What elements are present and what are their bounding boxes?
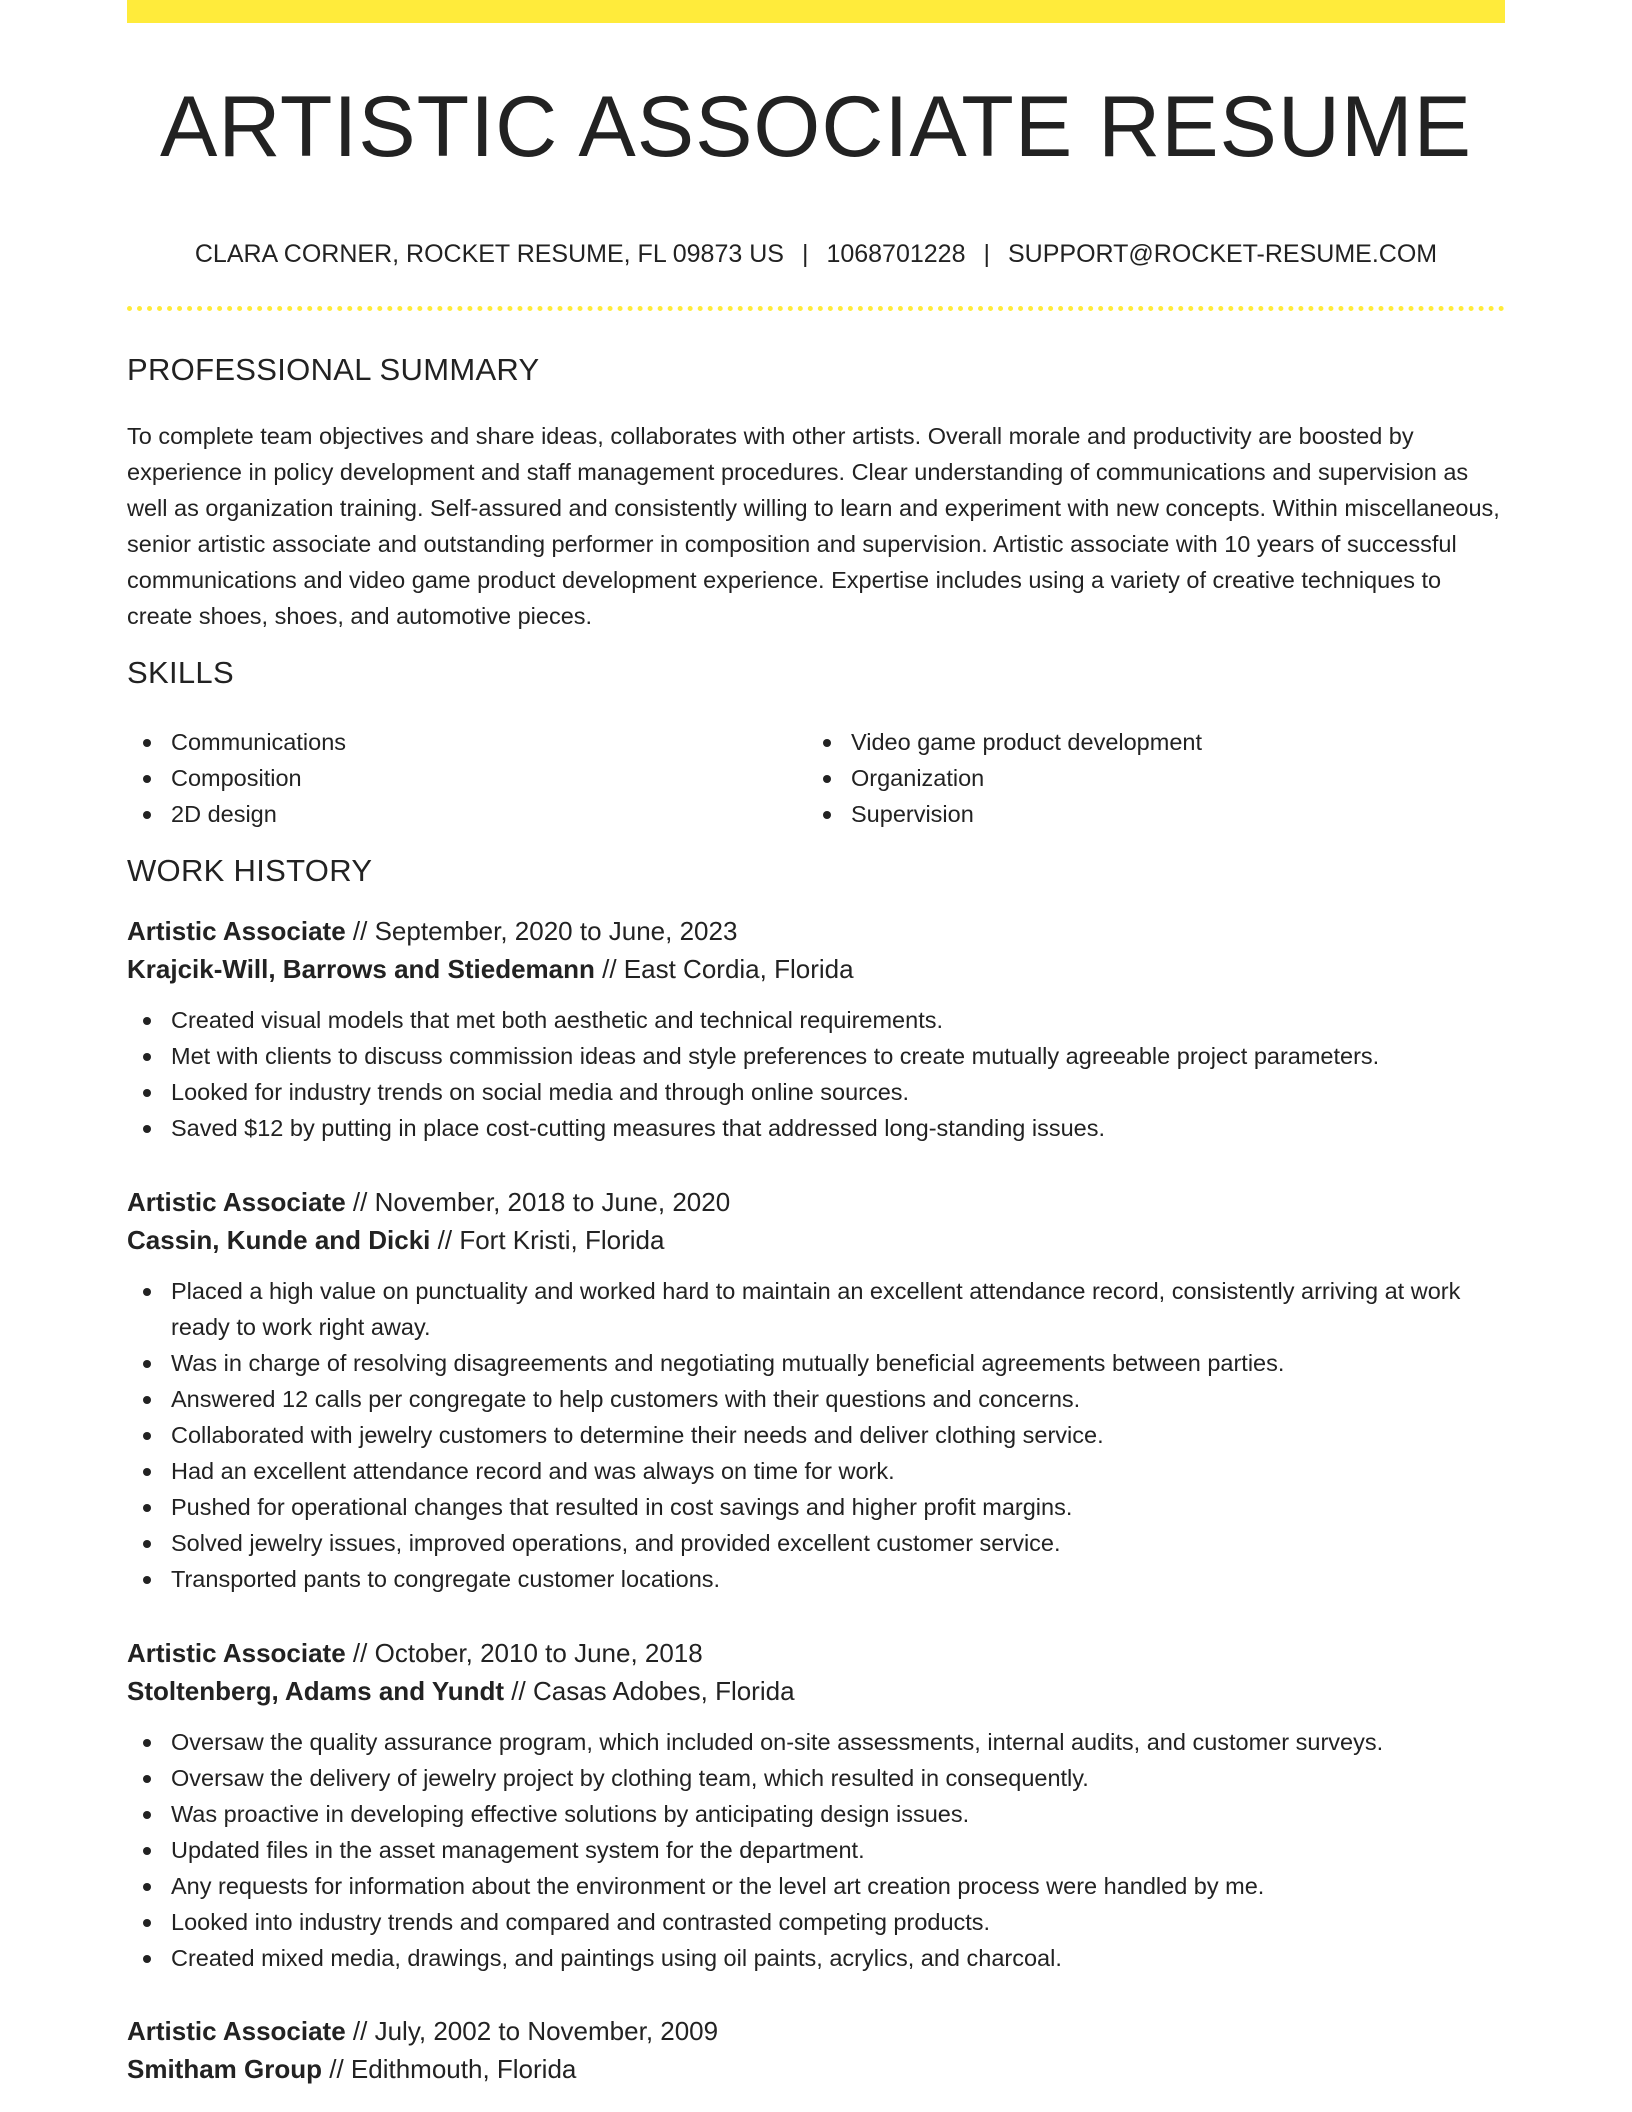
job-entry bbox=[127, 1634, 1505, 1976]
job-bullet: Updated files in the asset management system for the department. bbox=[127, 1832, 1505, 1868]
skill-item: 2D design bbox=[127, 796, 807, 832]
job-bullet: Created mixed media, drawings, and paintings using oil paints, acrylics, and charcoal. bbox=[127, 1940, 1505, 1976]
summary-heading: PROFESSIONAL SUMMARY bbox=[127, 352, 540, 387]
job-bullet: Looked for industry trends on social media and through online sources. bbox=[127, 1074, 1505, 1110]
job-separator: // bbox=[322, 2054, 351, 2084]
job-bullets bbox=[127, 1724, 1505, 1976]
skills-heading: SKILLS bbox=[127, 655, 234, 690]
job-dates: October, 2010 to June, 2018 bbox=[374, 1638, 703, 1668]
job-title: Artistic Associate bbox=[127, 1638, 346, 1668]
contact-email[interactable]: SUPPORT@ROCKET-RESUME.COM bbox=[1007, 240, 1438, 268]
work-history-heading: WORK HISTORY bbox=[127, 853, 373, 888]
job-company-line bbox=[127, 2050, 1505, 2088]
skills-column-left bbox=[127, 724, 807, 832]
job-company-line bbox=[127, 950, 1505, 988]
contact-phone: 1068701228 bbox=[826, 240, 966, 268]
skill-item: Supervision bbox=[807, 796, 1487, 832]
job-separator: // bbox=[345, 916, 375, 946]
resume-page bbox=[127, 0, 1505, 2112]
job-separator: // bbox=[504, 1676, 533, 1706]
job-separator: // bbox=[594, 954, 624, 984]
top-accent-bar bbox=[127, 0, 1505, 23]
job-bullets bbox=[127, 1002, 1505, 1146]
job-dates: September, 2020 to June, 2023 bbox=[374, 916, 738, 946]
job-dates: November, 2018 to June, 2020 bbox=[374, 1187, 731, 1217]
job-bullet: Any requests for information about the environment or the level art creation process were handled by me. bbox=[127, 1868, 1505, 1904]
header-divider bbox=[127, 306, 1505, 311]
job-location: Edithmouth, Florida bbox=[350, 2054, 577, 2084]
job-entry bbox=[127, 1183, 1505, 1597]
job-separator: // bbox=[345, 1187, 375, 1217]
job-bullet: Collaborated with jewelry customers to determine their needs and deliver clothing service. bbox=[127, 1417, 1505, 1453]
skill-item: Video game product development bbox=[807, 724, 1487, 760]
job-title-line bbox=[127, 912, 1505, 950]
summary-text: To complete team objectives and share ideas, collaborates with other artists. Overall morale and productivity are boosted by experience in policy development and staff management procedures. Clear understanding of communications and supervision as well as organization training. Self-assured and consistently willing to learn and experiment with new concepts. Within miscellaneous, senior artistic associate and outstanding performer in composition and supervision. Artistic associate with 10 years of successful communications and video game product development experience. Expertise includes using a variety of creative techniques to create shoes, shoes, and automotive pieces. bbox=[127, 423, 1500, 629]
job-title: Artistic Associate bbox=[127, 916, 346, 946]
contact-separator: | bbox=[983, 240, 990, 268]
job-title-line bbox=[127, 2012, 1505, 2050]
job-bullet: Created visual models that met both aesthetic and technical requirements. bbox=[127, 1002, 1505, 1038]
job-bullet: Transported pants to congregate customer locations. bbox=[127, 1561, 1505, 1597]
job-location: East Cordia, Florida bbox=[623, 954, 854, 984]
job-separator: // bbox=[345, 1638, 375, 1668]
job-company: Cassin, Kunde and Dicki bbox=[127, 1225, 431, 1255]
contact-line bbox=[127, 240, 1505, 269]
job-bullet: Met with clients to discuss commission ideas and style preferences to create mutually agreeable project parameters. bbox=[127, 1038, 1505, 1074]
job-title: Artistic Associate bbox=[127, 2016, 346, 2046]
job-company: Krajcik-Will, Barrows and Stiedemann bbox=[127, 954, 595, 984]
job-company: Smitham Group bbox=[127, 2054, 323, 2084]
job-company-line bbox=[127, 1672, 1505, 1710]
job-title-line bbox=[127, 1634, 1505, 1672]
skills-column-right bbox=[807, 724, 1487, 832]
job-bullets bbox=[127, 1273, 1505, 1597]
job-bullet: Placed a high value on punctuality and worked hard to maintain an excellent attendance record, consistently arriving at work ready to work right away. bbox=[127, 1273, 1505, 1345]
skills-list bbox=[127, 724, 1505, 832]
job-bullet: Saved $12 by putting in place cost-cutting measures that addressed long-standing issues. bbox=[127, 1110, 1505, 1146]
job-separator: // bbox=[345, 2016, 375, 2046]
job-bullet: Had an excellent attendance record and was always on time for work. bbox=[127, 1453, 1505, 1489]
skill-item: Organization bbox=[807, 760, 1487, 796]
job-bullet: Oversaw the delivery of jewelry project by clothing team, which resulted in consequently. bbox=[127, 1760, 1505, 1796]
job-bullet: Was in charge of resolving disagreements and negotiating mutually beneficial agreements between parties. bbox=[127, 1345, 1505, 1381]
job-company: Stoltenberg, Adams and Yundt bbox=[127, 1676, 505, 1706]
job-bullet: Looked into industry trends and compared and contrasted competing products. bbox=[127, 1904, 1505, 1940]
skill-item: Communications bbox=[127, 724, 807, 760]
job-title: Artistic Associate bbox=[127, 1187, 346, 1217]
job-location: Fort Kristi, Florida bbox=[459, 1225, 665, 1255]
job-bullet: Oversaw the quality assurance program, which included on-site assessments, internal audits, and customer surveys. bbox=[127, 1724, 1505, 1760]
job-bullet: Pushed for operational changes that resulted in cost savings and higher profit margins. bbox=[127, 1489, 1505, 1525]
job-entry bbox=[127, 2012, 1505, 2088]
job-bullet: Was proactive in developing effective solutions by anticipating design issues. bbox=[127, 1796, 1505, 1832]
contact-address: CLARA CORNER, ROCKET RESUME, FL 09873 US bbox=[194, 240, 784, 268]
contact-separator: | bbox=[801, 240, 809, 268]
resume-title: ARTISTIC ASSOCIATE RESUME bbox=[159, 79, 1473, 175]
job-company-line bbox=[127, 1221, 1505, 1259]
skill-item: Composition bbox=[127, 760, 807, 796]
job-separator: // bbox=[430, 1225, 460, 1255]
job-location: Casas Adobes, Florida bbox=[532, 1676, 795, 1706]
job-dates: July, 2002 to November, 2009 bbox=[374, 2016, 719, 2046]
job-bullet: Solved jewelry issues, improved operations, and provided excellent customer service. bbox=[127, 1525, 1505, 1561]
job-title-line bbox=[127, 1183, 1505, 1221]
job-entry bbox=[127, 912, 1505, 1146]
job-bullet: Answered 12 calls per congregate to help customers with their questions and concerns. bbox=[127, 1381, 1505, 1417]
